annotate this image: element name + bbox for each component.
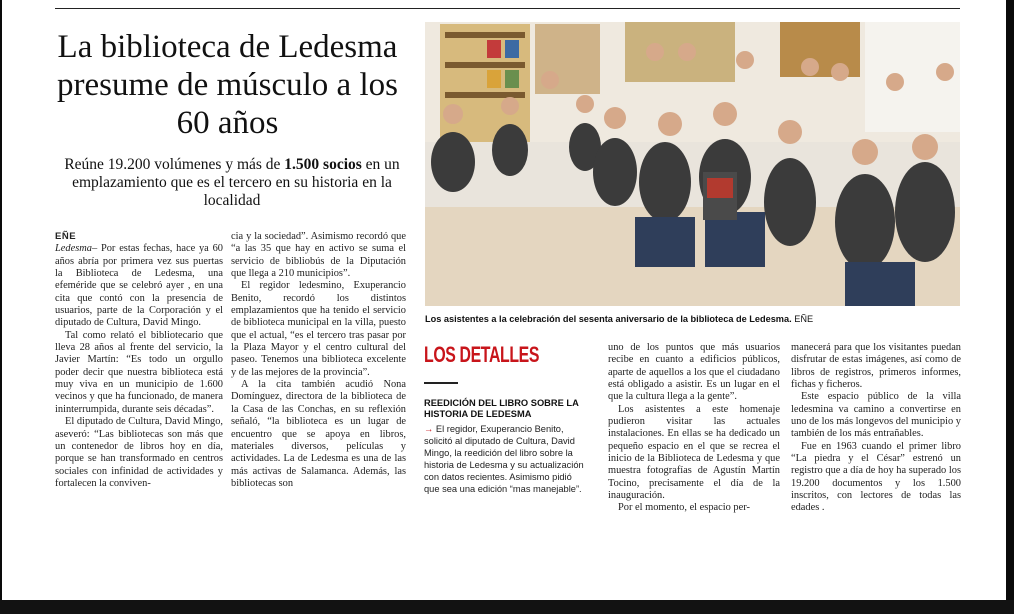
subhead-bold: 1.500 socios [284,156,362,173]
byline-text: EÑE [55,231,77,242]
paragraph: El regidor ledesmino, Exuperancio Benito, recordó los distintos emplazamientos que ha tenido el servicio de biblioteca municipal en la villa, puesto que el actual, “es el tercero tras pasar por la Plaza Mayor y el centro cultural del paseo. Tenemos una biblioteca excelente y de las mejores de la provincia”. [231,280,406,378]
paragraph: cia y la sociedad”. Asimismo recordó que “a las 35 que hay en activo se suma el servicio de bibliobús de la Diputación que llega a 210 municipios”. [231,231,406,280]
paragraph: Por el momento, el espacio per- [618,502,750,514]
paragraph: Tal como relató el bibliotecario que lleva 28 años al frente del servicio, la Javier Martín: “Es todo un orgullo poder decir que nuestra biblioteca está muy viva en un municipio de 1.600 vecinos y que ha funcionado, de manera ininterrumpida, durante seis décadas”. [55,329,223,415]
paragraph-text: – Por estas fechas, hace ya 60 años abría por primera vez sus puertas la Biblioteca de Ledesma, una efeméride que se celebró ayer , en una cita que contó con la presencia de usuarios, parte de la Corporación y el diputado de Cultura, David Mingo. [55,243,223,329]
text-column-2 [231,231,406,490]
paragraph [55,243,223,329]
text-column-4 [608,342,780,515]
paragraph: uno de los puntos que más usuarios recibe en cuanto a edificios públicos, aparte de aquellos a los que el ciudadano está obligado a asistir. Es un lugar en el que la cultura llega a la gente”. [608,342,780,403]
paragraph: El diputado de Cultura, David Mingo, aseveró: “Las bibliotecas son más que un contenedor de libros hoy en día, porque se han transformado en centros sociales con infinidad de actividades y fortalecen la conviven- [55,416,223,489]
subheadline [52,156,412,210]
bottom-bar [0,600,1014,614]
sidebar-title: LOS DETALLES [424,342,540,367]
article-photo [425,22,960,306]
left-edge [0,0,2,600]
text-column-5 [791,342,961,515]
right-edge [1006,0,1014,600]
headline: La biblioteca de Ledesma presume de músculo a los 60 años [57,29,398,141]
sidebar-item-text: El regidor, Exuperancio Benito, solicitó al diputado de Cultura, David Mingo, la reedición del libro sobre la historia de Ledesma y su actualización con datos recientes. Asimismo pidió que sea una edición “mas manejable”. [424,424,584,495]
byline [55,231,223,243]
paragraph: Fue en 1963 cuando el primer libro “La piedra y el César” estrenó un registro que a día de hoy ha superado los 19.200 documentos y los 1.500 inscritos, con lectores de todas las edades . [791,440,961,514]
caption-source: EÑE [794,314,814,324]
subhead-text-1: Reúne 19.200 volúmenes y más de [64,156,285,173]
caption-text: Los asistentes a la celebración del sesenta aniversario de la biblioteca de Ledesma. [425,314,792,324]
arrow-icon: → [424,424,434,434]
sidebar-item-title: REEDICIÓN DEL LIBRO SOBRE LA HISTORIA DE LEDESMA [424,398,579,419]
text-column-1 [55,231,223,490]
paragraph: A la cita también acudió Nona Domínguez, directora de la biblioteca de la Casa de las Conchas, en su reflexión señaló, “la biblioteca es un lugar de encuentro que se apoya en libros, materiales diversos, películas y actividades. La de Ledesma es una de las más activas de Salamanca. Además, las bibliotecas son [231,379,406,489]
paragraph: manecerá para que los visitantes puedan disfrutar de estas imágenes, así como de libros de registros, primeros informes, fichas y ficheros. [791,342,961,391]
sidebar-rule [424,382,458,384]
paragraph: Este espacio público de la villa ledesmina va camino a convertirse en uno de los más longevos del municipio y también de los más entrañables. [791,391,961,440]
photo-caption [425,314,965,324]
subhead-text-2: en un emplazamiento que es el tercero en su historia en la localidad [72,156,400,209]
sidebar-item-body [424,423,586,496]
dateline-place: Ledesma [55,243,92,255]
top-rule [55,8,960,9]
paragraph: Los asistentes a este homenaje pudieron visitar las actuales instalaciones. En ellas se ha dedicado un pequeño espacio en el que se recrea el inicio de la Biblioteca de Ledesma y que muestra fotografías de Agustín Martín Tocino, precisamente el día de la inauguración. [608,403,780,502]
